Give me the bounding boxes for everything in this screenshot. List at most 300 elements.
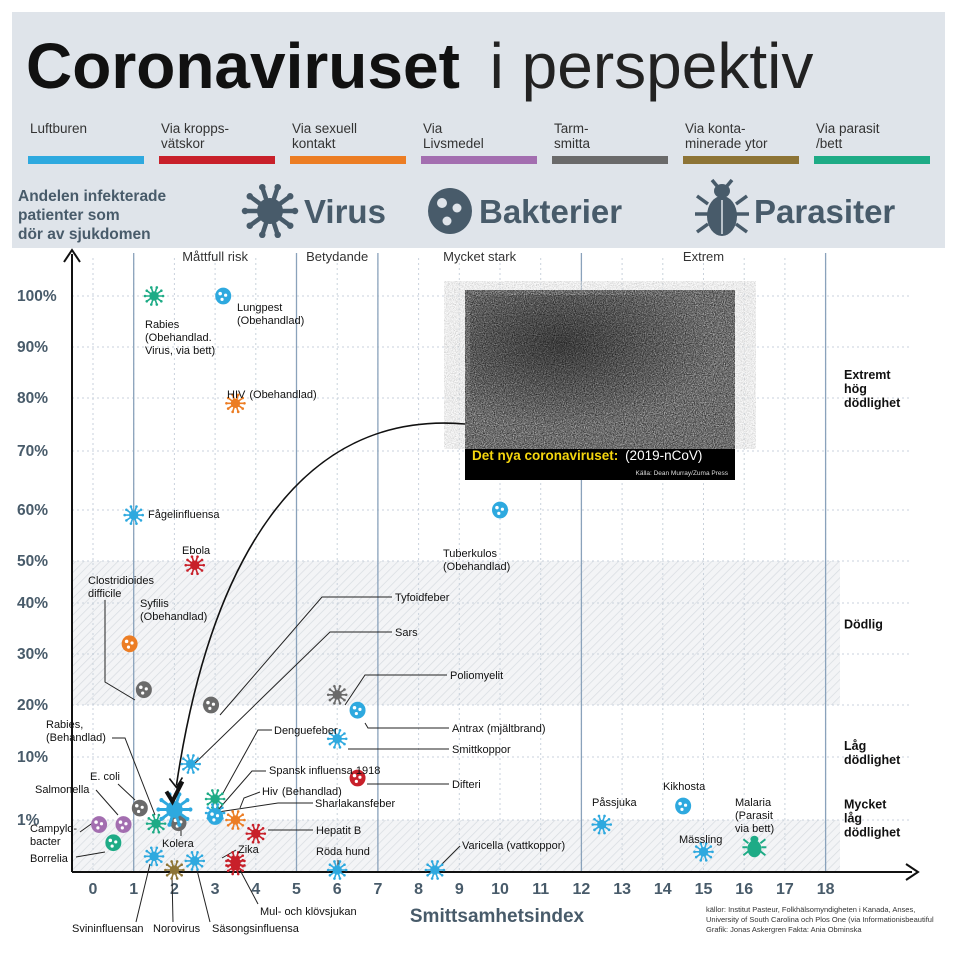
y-tick-label: 30% [17, 646, 49, 663]
mortality-band-label-line: låg [844, 811, 863, 826]
virus-spike-tip [252, 824, 255, 827]
virus-spike-tip [603, 815, 606, 818]
virus-spike-tip [231, 868, 234, 871]
point-label-line: Campylo- [30, 823, 78, 835]
virus-spike-tip [145, 300, 148, 303]
x-tick-label: 7 [373, 881, 383, 898]
point-label [315, 798, 395, 810]
virus-spike-tip [201, 854, 204, 857]
virus-spike-tip [262, 838, 265, 841]
y-tick-label: 100% [17, 288, 57, 305]
point-label-line: Tyfoidfeber [395, 592, 450, 604]
virus-body [190, 856, 199, 865]
photo-caption [472, 448, 702, 463]
virus-spike-tip [343, 688, 346, 691]
point-label-note: (Parasit [735, 810, 773, 822]
virus-spike-tip [166, 874, 169, 877]
bacteria-spot [678, 802, 682, 806]
mortality-band-label [844, 618, 883, 632]
virus-spike-tip [333, 877, 336, 880]
bacteria-spot [121, 826, 124, 829]
virus-spike-tip [259, 184, 266, 191]
x-tick-label: 17 [776, 881, 794, 898]
bacteria-spot [212, 818, 215, 821]
point-sharlakansfeber [207, 808, 223, 825]
point-label-line: Poliomyelit [450, 670, 504, 682]
virus-spike-tip [223, 812, 226, 815]
point-label-line: Varicella (vattkoppor) [462, 840, 566, 852]
legend-swatch [814, 156, 930, 164]
virus-spike-tip [227, 407, 230, 410]
virus-spike-tip [192, 771, 195, 774]
virus-spike-tip [186, 559, 189, 562]
point-label-line: HIV [227, 389, 246, 401]
point-kikhosta [675, 798, 691, 815]
point-antrax-mjältbrand [350, 702, 366, 719]
point-label-line: Spansk influensa 1918 [269, 765, 381, 777]
bacteria-spot [114, 840, 117, 843]
virus-spike-tip [287, 222, 294, 229]
bacteria-spot [139, 686, 143, 690]
virus-spike-tip [125, 519, 128, 522]
point-tyfoidfeber [203, 697, 219, 714]
point-label-line: Difteri [452, 779, 481, 791]
point-label [262, 786, 342, 798]
bacteria-body [492, 502, 508, 519]
photo-credit: Källa: Dean Murray/Zuma Press [635, 470, 728, 477]
virus-spike-tip [329, 688, 332, 691]
legend-swatch [421, 156, 537, 164]
virus-spike-tip [227, 854, 230, 857]
legend-label-line: kontakt [292, 136, 336, 151]
bacteria-spot [218, 292, 222, 296]
virus-spike-tip [186, 865, 189, 868]
virus-spike-tip [191, 572, 194, 575]
bacteria-spot [210, 812, 214, 816]
virus-spike-tip [192, 754, 195, 757]
bacteria-spot [501, 508, 504, 511]
x-tick-label: 11 [532, 881, 550, 898]
virus-spike-tip [608, 829, 611, 832]
point-label [260, 906, 357, 918]
point-label-note: Virus, via bett) [145, 345, 216, 357]
virus-spike-tip [186, 569, 189, 572]
bacteria-spot [216, 814, 219, 817]
point-salmonella [116, 816, 132, 833]
virus-spike-tip [201, 559, 204, 562]
point-label [274, 725, 338, 737]
coronavirus-photo [465, 290, 735, 480]
point-label-note: (Obehandlad) [443, 561, 511, 573]
point-label-line: Hiv [262, 786, 278, 798]
virus-spike-tip [191, 851, 194, 854]
legend-label-line: Livsmedel [423, 136, 484, 151]
bacteria-spot [145, 687, 148, 690]
virus-spike-tip [603, 832, 606, 835]
virus-body [186, 759, 195, 768]
virus-spike-tip [188, 807, 192, 811]
virus-spike-tip [327, 738, 330, 741]
legend-label-line: /bett [816, 136, 843, 151]
point-label [212, 923, 300, 935]
point-label-line: Rabies, [46, 719, 84, 731]
bacteria-body [122, 635, 138, 652]
virus-spike-tip [593, 818, 596, 821]
bacteria-spot [137, 810, 140, 813]
virus-spike-tip [343, 699, 346, 702]
virus-spike-tip [339, 746, 342, 749]
virus-spike-tip [180, 763, 183, 766]
point-label [450, 670, 503, 682]
bacteria-spot [130, 641, 133, 644]
virus-spike-tip [152, 814, 155, 817]
bacteria-body [203, 697, 219, 714]
virus-spike-tip [205, 798, 208, 801]
point-label-line: Zika [238, 844, 259, 856]
virus-spike-tip [160, 860, 163, 863]
point-label-line: Hepatit B [316, 825, 362, 837]
virus-spike-tip [158, 831, 161, 834]
virus-spike-tip [167, 823, 171, 827]
virus-spike-tip [202, 564, 205, 567]
parasite-head [750, 836, 758, 843]
virus-spike-tip [186, 854, 189, 857]
virus-body [166, 801, 183, 818]
virus-spike-tip [343, 863, 346, 866]
virus-spike-tip [160, 300, 163, 303]
x-tick-label: 15 [694, 881, 713, 898]
virus-spike-tip [148, 817, 151, 820]
virus-spike-tip [223, 798, 226, 801]
virus-spike-tip [264, 832, 267, 835]
virus-spike-tip [292, 208, 299, 215]
virus-spike-tip [185, 798, 189, 802]
point-syfilis [122, 635, 138, 652]
point-label-line: difficile [88, 588, 122, 600]
point-label [679, 834, 722, 846]
virus-spike-tip [156, 286, 159, 289]
bacteria-spot [119, 820, 123, 824]
point-label [162, 838, 195, 850]
bacteria-spot [141, 806, 144, 809]
photo-caption-light: (2019-nCoV) [625, 448, 703, 463]
virus-spike-tip [145, 289, 148, 292]
virus-body [257, 198, 283, 224]
virus-spike-tip [156, 807, 160, 811]
virus-category [242, 184, 386, 238]
sources-line-1: källor: Institut Pasteur, Folkhälsomyndigheten i Kanada, Anses, [706, 905, 916, 914]
bacteria-spot [208, 707, 211, 710]
virus-spike-tip [241, 865, 244, 868]
bacteria-body [215, 288, 231, 305]
virus-spike-tip [608, 818, 611, 821]
virus-spike-tip [160, 289, 163, 292]
virus-spike-tip [187, 771, 190, 774]
virus-spike-tip [130, 522, 133, 525]
point-tuberkulos [492, 502, 508, 519]
point-label [663, 781, 706, 793]
mortality-band-label-line: dödlighet [844, 395, 901, 410]
virus-spike-tip [196, 868, 199, 871]
point-label-line: Sars [395, 627, 418, 639]
virus-spike-tip [227, 865, 230, 868]
x-tick-label: 6 [332, 881, 342, 898]
virus-spike-tip [247, 827, 250, 830]
virus-spike-tip [159, 817, 163, 821]
virus-spike-tip [170, 877, 173, 880]
virus-spike-tip [333, 860, 336, 863]
legend-swatch [552, 156, 668, 164]
bacteria-spot [206, 701, 210, 705]
virus-spike-tip [182, 869, 185, 872]
virus-spike-tip [274, 184, 281, 191]
virus-spike-tip [141, 514, 144, 517]
point-label-line: Kikhosta [663, 781, 706, 793]
virus-spike-tip [156, 847, 159, 850]
virus-spike-tip [257, 824, 260, 827]
point-label [452, 723, 546, 735]
virus-spike-tip [197, 757, 200, 760]
virus-spike-tip [262, 827, 265, 830]
virus-spike-tip [162, 828, 165, 831]
virus-spike-tip [329, 863, 332, 866]
virus-spike-tip [191, 868, 194, 871]
point-label [316, 825, 361, 837]
virus-spike-tip [695, 856, 698, 859]
point-label-line: Denguefeber [274, 725, 338, 737]
virus-spike-tip [156, 303, 159, 306]
virus-spike-tip [145, 850, 148, 853]
point-label-line: Borrelia [30, 853, 68, 865]
point-label-note: (Obehandlad) [237, 315, 305, 327]
virus-category-label: Virus [304, 193, 386, 230]
point-label [395, 627, 418, 639]
virus-spike-tip [150, 286, 153, 289]
point-label [452, 779, 481, 791]
virus-spike-tip [217, 803, 220, 806]
virus-spike-tip [176, 877, 179, 880]
virus-body [210, 794, 219, 803]
point-label-line: Röda hund [316, 846, 370, 858]
virus-spike-tip [140, 519, 143, 522]
virus-spike-tip [329, 874, 332, 877]
y-tick-label: 60% [17, 502, 49, 519]
bacteria-spot [684, 804, 687, 807]
virus-spike-tip [243, 819, 246, 822]
virus-spike-tip [237, 868, 240, 871]
virus-spike-tip [327, 869, 330, 872]
virus-spike-tip [343, 743, 346, 746]
virus-spike-tip [130, 505, 133, 508]
virus-spike-tip [176, 860, 179, 863]
virus-spike-tip [159, 798, 163, 802]
risk-band-label: Extrem [682, 249, 725, 264]
virus-spike-tip [705, 859, 708, 862]
title [26, 30, 813, 102]
virus-spike-tip [693, 851, 696, 854]
x-tick-label: 8 [414, 881, 424, 898]
point-label-line: E. coli [90, 771, 120, 783]
point-label [148, 509, 220, 521]
y-tick-label: 40% [17, 595, 49, 612]
bacteria-spot [135, 804, 139, 808]
y-question-line-1: Andelen infekterade [18, 188, 167, 205]
virus-spike-tip [166, 863, 169, 866]
legend-label [30, 121, 87, 136]
point-label-line: Salmonella [35, 784, 90, 796]
risk-band-label: Betydande [306, 249, 369, 264]
virus-spike-tip [207, 803, 210, 806]
point-label-line: Lungpest [237, 302, 283, 314]
legend-label-line: vätskor [161, 136, 205, 151]
virus-spike-tip [164, 822, 167, 825]
x-tick-label: 16 [735, 881, 754, 898]
risk-band-label: Mycket stark [443, 249, 517, 264]
virus-spike-tip [339, 702, 342, 705]
virus-spike-tip [170, 860, 173, 863]
virus-body [190, 561, 199, 570]
legend-label-line: Via sexuell [292, 121, 358, 136]
virus-body [430, 865, 439, 874]
virus-spike-tip [150, 847, 153, 850]
virus-spike-tip [164, 869, 167, 872]
virus-spike-tip [211, 803, 214, 806]
point-label-line: (Behandlad) [46, 732, 106, 744]
bacteria-spot [497, 512, 500, 515]
virus-spike-tip [225, 860, 228, 863]
virus-spike-tip [247, 838, 250, 841]
bacteria-body [350, 702, 366, 719]
y-question-line-2: patienter som [18, 207, 120, 224]
legend-label-line: Via konta- [685, 121, 746, 136]
bacteria-spot [96, 826, 99, 829]
virus-spike-tip [242, 208, 249, 215]
point-e-coli [132, 800, 148, 817]
virus-spike-tip [237, 873, 240, 876]
point-label-line: bacter [30, 836, 61, 848]
virus-body [597, 820, 606, 829]
point-label-line: Påssjuka [592, 797, 637, 809]
point-label-line: Sharlakansfeber [315, 798, 396, 810]
virus-spike-tip [598, 832, 601, 835]
point-label [269, 765, 380, 777]
virus-spike-tip [196, 851, 199, 854]
point-label [238, 844, 260, 856]
virus-body [170, 865, 179, 874]
point-label [153, 923, 201, 935]
virus-spike-tip [162, 855, 165, 858]
virus-spike-tip [201, 569, 204, 572]
virus-body [699, 847, 708, 856]
mortality-band-label-line: Extremt [844, 367, 891, 382]
virus-spike-tip [711, 851, 714, 854]
sources-line-2: University of South Carolina och Plos One (via Informationisbeautiful [706, 915, 934, 924]
bacteria-spot [355, 712, 358, 715]
x-tick-label: 10 [491, 881, 509, 898]
x-tick-label: 18 [816, 881, 835, 898]
bacteria-spot [141, 691, 144, 694]
virus-spike-tip [241, 407, 244, 410]
virus-spike-tip [426, 863, 429, 866]
virus-spike-tip [123, 514, 126, 517]
virus-spike-tip [441, 863, 444, 866]
point-label-line: Ebola [182, 545, 211, 557]
point-label [35, 784, 90, 796]
point-label-line: Säsongsinfluensa [212, 923, 299, 935]
bacteria-spot [94, 820, 98, 824]
virus-spike-tip [185, 817, 189, 821]
virus-spike-tip [243, 402, 246, 405]
x-tick-label: 2 [169, 881, 179, 898]
virus-body [333, 865, 342, 874]
virus-spike-tip [246, 832, 249, 835]
legend-label-line: smitta [554, 136, 591, 151]
virus-spike-tip [259, 232, 266, 239]
virus-spike-tip [231, 411, 234, 414]
legend-swatch [159, 156, 275, 164]
point-label-note: (Obehandlad) [140, 611, 208, 623]
point-label [592, 797, 638, 809]
virus-spike-tip [221, 792, 224, 795]
bacteria-spot [124, 822, 127, 825]
virus-spike-tip [237, 411, 240, 414]
bacteria-category [428, 188, 622, 234]
virus-spike-tip [225, 819, 228, 822]
point-label [90, 771, 120, 783]
point-label-note: via bett) [735, 823, 775, 835]
virus-spike-tip [343, 874, 346, 877]
y-tick-label: 50% [17, 553, 49, 570]
point-label-line: Smittkoppor [452, 744, 511, 756]
virus-spike-tip [333, 685, 336, 688]
legend-label-line: Via [423, 121, 443, 136]
virus-spike-tip [339, 877, 342, 880]
virus-spike-tip [156, 864, 159, 867]
bacteria-spot [353, 706, 357, 710]
virus-spike-tip [436, 860, 439, 863]
point-label-note: (Obehandlad) [249, 389, 317, 401]
virus-body [251, 829, 260, 838]
virus-spike-tip [231, 851, 234, 854]
point-label-line: Syfilis [140, 598, 169, 610]
virus-spike-tip [221, 806, 224, 809]
bacteria-spot [224, 294, 227, 297]
point-label-line: Clostridioides [88, 575, 155, 587]
bacteria-spot [358, 708, 361, 711]
virus-spike-tip [207, 792, 210, 795]
virus-spike-tip [699, 859, 702, 862]
bacteria-spot [680, 808, 683, 811]
bacteria-spot [125, 640, 129, 644]
x-tick-label: 13 [613, 881, 631, 898]
title-light: i perspektiv [489, 30, 814, 102]
virus-spike-tip [431, 877, 434, 880]
virus-spike-tip [287, 193, 294, 200]
virus-spike-tip [148, 828, 151, 831]
virus-spike-tip [241, 813, 244, 816]
virus-spike-tip [144, 855, 147, 858]
x-tick-label: 3 [210, 881, 220, 898]
bacteria-spot [355, 780, 358, 783]
legend-label-line: Via parasit [816, 121, 880, 136]
virus-spike-tip [135, 505, 138, 508]
point-label [72, 923, 144, 935]
virus-spike-tip [196, 572, 199, 575]
virus-spike-tip [345, 738, 348, 741]
virus-spike-tip [198, 763, 201, 766]
legend-label-line: Luftburen [30, 121, 88, 136]
virus-spike-tip [197, 768, 200, 771]
